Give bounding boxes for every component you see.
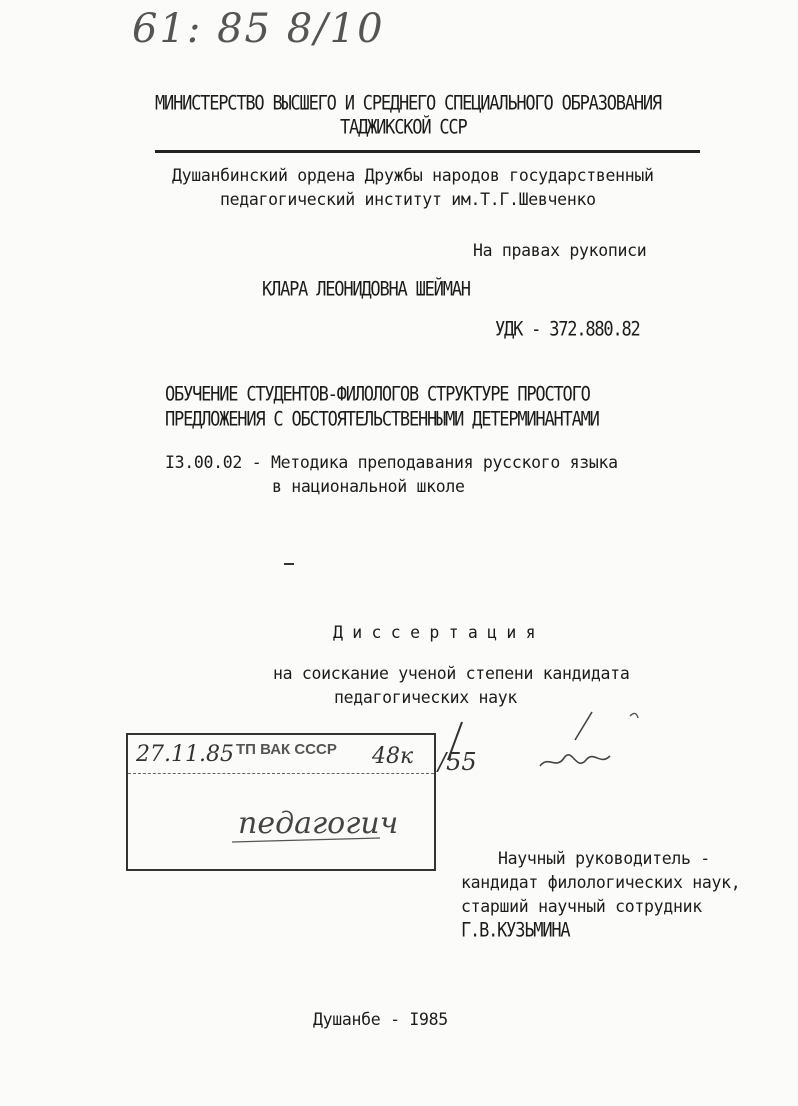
stamp-underline bbox=[232, 838, 380, 842]
supervisor-title: старший научный сотрудник bbox=[461, 897, 702, 916]
stamp-field: педагогич bbox=[238, 806, 399, 841]
udc-code: УДК - 372.880.82 bbox=[495, 318, 640, 341]
ministry-line-1: МИНИСТЕРСТВО ВЫСШЕГО И СРЕДНЕГО СПЕЦИАЛЬНОГО ОБРАЗОВАНИЯ bbox=[155, 92, 661, 115]
supervisor-name: Г.В.КУЗЬМИНА bbox=[461, 919, 570, 942]
signature-tick bbox=[630, 713, 638, 718]
author-name: КЛАРА ЛЕОНИДОВНА ШЕЙМАН bbox=[262, 278, 470, 301]
specialty-line-2: в национальной школе bbox=[272, 477, 465, 496]
dissertation-title-line-1: ОБУЧЕНИЕ СТУДЕНТОВ-ФИЛОЛОГОВ СТРУКТУРЕ ПРОСТОГО bbox=[165, 383, 590, 406]
stamp-slash bbox=[448, 722, 462, 760]
degree-line-2: педагогических наук bbox=[334, 688, 518, 707]
supervisor-degree: кандидат филологических наук, bbox=[461, 873, 741, 892]
ministry-line-2: ТАДЖИКСКОЙ ССР bbox=[340, 116, 467, 139]
handwritten-archive-mark: 61: 85 8/10 bbox=[132, 6, 385, 52]
institute-line-1: Душанбинский ордена Дружбы народов государственный bbox=[172, 166, 654, 185]
place-year: Душанбе - I985 bbox=[313, 1010, 448, 1029]
degree-line-1: на соискание ученой степени кандидата bbox=[273, 664, 630, 683]
stamp-number: 48к bbox=[372, 744, 414, 769]
dissertation-title-line-2: ПРЕДЛОЖЕНИЯ С ОБСТОЯТЕЛЬСТВЕННЫМИ ДЕТЕРМИНАНТАМИ bbox=[165, 408, 599, 431]
stamp-number-suffix: /55 bbox=[438, 748, 477, 776]
supervisor-role: Научный руководитель - bbox=[498, 849, 710, 868]
stamp-date: 27.11.85 bbox=[136, 742, 234, 767]
specialty-code-line: I3.00.02 - Методика преподавания русского языка bbox=[165, 453, 618, 472]
dissertation-label: Д и с с е р т а ц и я bbox=[333, 623, 536, 642]
stamp-header: ТП ВАК СССР bbox=[236, 741, 337, 758]
manuscript-rights: На правах рукописи bbox=[473, 241, 647, 260]
signature-scribble bbox=[540, 712, 610, 766]
institute-line-2: педагогический институт им.Т.Г.Шевченко bbox=[220, 190, 596, 209]
